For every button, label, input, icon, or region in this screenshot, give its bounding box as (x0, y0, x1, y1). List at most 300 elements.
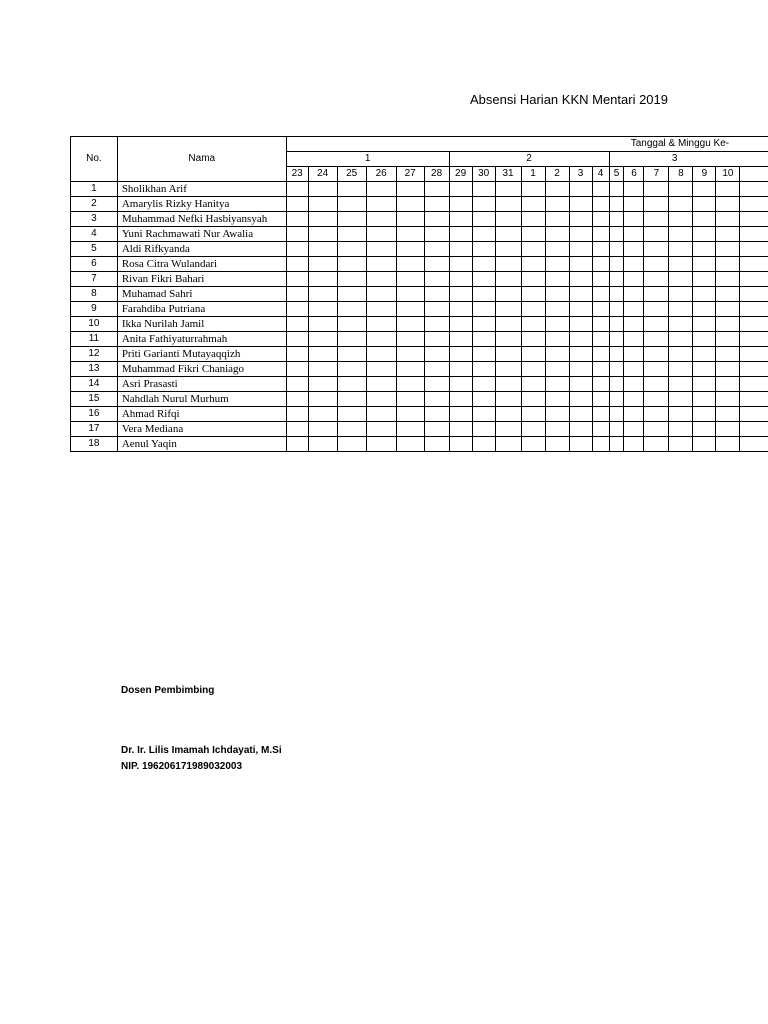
attendance-cell (472, 362, 495, 377)
attendance-cell (592, 257, 609, 272)
attendance-cell (545, 422, 569, 437)
attendance-cell (693, 347, 716, 362)
attendance-cell (396, 422, 424, 437)
attendance-cell (308, 212, 337, 227)
row-number: 9 (71, 302, 118, 317)
attendance-cell (521, 302, 545, 317)
attendance-cell (740, 227, 768, 242)
row-number: 6 (71, 257, 118, 272)
attendance-cell (740, 392, 768, 407)
attendance-cell (609, 182, 624, 197)
attendance-cell (716, 272, 740, 287)
attendance-cell (693, 287, 716, 302)
attendance-cell (716, 257, 740, 272)
attendance-cell (449, 287, 472, 302)
header-tanggal-minggu: Tanggal & Minggu Ke- (286, 137, 768, 152)
day-number: 26 (366, 167, 396, 182)
attendance-cell (644, 212, 669, 227)
attendance-cell (424, 437, 449, 452)
attendance-cell (693, 272, 716, 287)
attendance-cell (624, 422, 644, 437)
attendance-cell (424, 242, 449, 257)
attendance-cell (286, 272, 308, 287)
table-row (71, 332, 768, 347)
table-row (71, 347, 768, 362)
attendance-cell (366, 392, 396, 407)
attendance-cell (740, 377, 768, 392)
attendance-cell (472, 242, 495, 257)
attendance-cell (521, 422, 545, 437)
attendance-cell (366, 407, 396, 422)
attendance-cell (693, 227, 716, 242)
attendance-cell (569, 197, 592, 212)
attendance-cell (396, 407, 424, 422)
attendance-cell (424, 212, 449, 227)
attendance-cell (545, 332, 569, 347)
attendance-cell (424, 182, 449, 197)
attendance-cell (693, 392, 716, 407)
attendance-cell (693, 317, 716, 332)
row-number: 10 (71, 317, 118, 332)
attendance-cell (337, 287, 366, 302)
attendance-cell (495, 377, 521, 392)
document-title: Absensi Harian KKN Mentari 2019 (470, 92, 668, 107)
attendance-cell (308, 257, 337, 272)
attendance-cell (592, 212, 609, 227)
attendance-cell (337, 407, 366, 422)
attendance-cell (609, 272, 624, 287)
attendance-cell (521, 377, 545, 392)
attendance-cell (521, 407, 545, 422)
attendance-cell (337, 392, 366, 407)
attendance-cell (396, 347, 424, 362)
attendance-cell (545, 302, 569, 317)
attendance-cell (569, 212, 592, 227)
attendance-cell (449, 347, 472, 362)
table-row (71, 437, 768, 452)
attendance-cell (366, 272, 396, 287)
table-row (71, 377, 768, 392)
attendance-cell (366, 257, 396, 272)
attendance-cell (449, 392, 472, 407)
attendance-cell (624, 362, 644, 377)
attendance-cell (624, 257, 644, 272)
attendance-cell (396, 377, 424, 392)
table-row (71, 257, 768, 272)
attendance-cell (644, 257, 669, 272)
attendance-cell (716, 332, 740, 347)
member-name: Vera Mediana (117, 422, 286, 437)
member-name: Muhammad Fikri Chaniago (117, 362, 286, 377)
day-number: 2 (545, 167, 569, 182)
attendance-cell (545, 437, 569, 452)
attendance-cell (545, 377, 569, 392)
attendance-cell (545, 362, 569, 377)
attendance-cell (337, 422, 366, 437)
attendance-cell (669, 272, 693, 287)
attendance-cell (592, 317, 609, 332)
attendance-cell (609, 407, 624, 422)
attendance-cell (449, 422, 472, 437)
attendance-cell (545, 392, 569, 407)
signature-name: Dr. Ir. Lilis Imamah Ichdayati, M.Si (121, 745, 282, 756)
attendance-cell (644, 422, 669, 437)
signature-nip: NIP. 196206171989032003 (121, 761, 243, 772)
attendance-cell (624, 332, 644, 347)
attendance-cell (669, 422, 693, 437)
attendance-cell (396, 272, 424, 287)
attendance-cell (609, 347, 624, 362)
attendance-cell (669, 362, 693, 377)
attendance-cell (472, 317, 495, 332)
attendance-cell (366, 377, 396, 392)
attendance-cell (472, 407, 495, 422)
attendance-cell (472, 212, 495, 227)
attendance-cell (495, 332, 521, 347)
attendance-cell (740, 422, 768, 437)
attendance-cell (286, 242, 308, 257)
attendance-cell (521, 287, 545, 302)
attendance-cell (521, 182, 545, 197)
attendance-cell (521, 347, 545, 362)
attendance-cell (308, 197, 337, 212)
attendance-cell (286, 422, 308, 437)
attendance-cell (521, 272, 545, 287)
attendance-cell (308, 242, 337, 257)
attendance-cell (366, 362, 396, 377)
attendance-cell (366, 212, 396, 227)
attendance-cell (521, 257, 545, 272)
attendance-cell (669, 437, 693, 452)
day-number: 6 (624, 167, 644, 182)
day-number: 4 (592, 167, 609, 182)
attendance-cell (495, 422, 521, 437)
day-number: 29 (449, 167, 472, 182)
attendance-cell (669, 242, 693, 257)
attendance-cell (424, 422, 449, 437)
attendance-cell (337, 437, 366, 452)
table-row (71, 242, 768, 257)
day-number: 27 (396, 167, 424, 182)
attendance-cell (308, 437, 337, 452)
attendance-cell (716, 197, 740, 212)
attendance-cell (669, 182, 693, 197)
attendance-cell (366, 227, 396, 242)
attendance-cell (624, 182, 644, 197)
attendance-cell (521, 197, 545, 212)
table-row (71, 407, 768, 422)
attendance-cell (286, 362, 308, 377)
attendance-cell (495, 362, 521, 377)
attendance-cell (396, 287, 424, 302)
attendance-cell (644, 182, 669, 197)
signature-role: Dosen Pembimbing (121, 685, 215, 696)
attendance-cell (609, 242, 624, 257)
attendance-cell (449, 377, 472, 392)
attendance-cell (644, 332, 669, 347)
attendance-cell (609, 377, 624, 392)
attendance-cell (472, 332, 495, 347)
member-name: Anita Fathiyaturrahmah (117, 332, 286, 347)
attendance-cell (592, 197, 609, 212)
member-name: Asri Prasasti (117, 377, 286, 392)
attendance-cell (366, 347, 396, 362)
table-row (71, 422, 768, 437)
attendance-cell (693, 377, 716, 392)
attendance-cell (396, 317, 424, 332)
member-name: Aldi Rifkyanda (117, 242, 286, 257)
attendance-cell (669, 197, 693, 212)
attendance-cell (609, 392, 624, 407)
member-name: Amarylis Rizky Hanitya (117, 197, 286, 212)
attendance-cell (521, 362, 545, 377)
row-number: 18 (71, 437, 118, 452)
attendance-cell (337, 212, 366, 227)
attendance-cell (740, 437, 768, 452)
attendance-cell (545, 242, 569, 257)
attendance-cell (472, 302, 495, 317)
table-row (71, 302, 768, 317)
attendance-cell (716, 317, 740, 332)
attendance-cell (472, 392, 495, 407)
attendance-cell (286, 317, 308, 332)
attendance-cell (569, 392, 592, 407)
attendance-cell (495, 212, 521, 227)
attendance-cell (624, 197, 644, 212)
attendance-cell (693, 182, 716, 197)
day-number: 8 (669, 167, 693, 182)
row-number: 15 (71, 392, 118, 407)
attendance-cell (624, 347, 644, 362)
attendance-cell (624, 227, 644, 242)
header-no: No. (71, 137, 118, 182)
attendance-cell (569, 422, 592, 437)
attendance-cell (337, 257, 366, 272)
attendance-cell (424, 362, 449, 377)
attendance-cell (366, 422, 396, 437)
attendance-cell (693, 197, 716, 212)
attendance-cell (337, 302, 366, 317)
attendance-cell (472, 287, 495, 302)
attendance-cell (308, 182, 337, 197)
attendance-cell (716, 392, 740, 407)
attendance-cell (669, 347, 693, 362)
day-number: 28 (424, 167, 449, 182)
attendance-cell (669, 392, 693, 407)
attendance-cell (495, 392, 521, 407)
attendance-cell (569, 257, 592, 272)
attendance-cell (396, 302, 424, 317)
attendance-cell (337, 362, 366, 377)
attendance-cell (569, 377, 592, 392)
day-number: 9 (693, 167, 716, 182)
attendance-cell (495, 182, 521, 197)
attendance-cell (716, 362, 740, 377)
attendance-cell (624, 407, 644, 422)
day-number: 23 (286, 167, 308, 182)
attendance-cell (308, 332, 337, 347)
attendance-cell (669, 257, 693, 272)
attendance-cell (740, 212, 768, 227)
attendance-cell (569, 242, 592, 257)
attendance-cell (693, 437, 716, 452)
table-row (71, 182, 768, 197)
attendance-cell (495, 287, 521, 302)
attendance-cell (624, 317, 644, 332)
attendance-cell (693, 362, 716, 377)
table-row (71, 272, 768, 287)
attendance-cell (424, 317, 449, 332)
attendance-cell (693, 242, 716, 257)
attendance-cell (609, 257, 624, 272)
row-number: 5 (71, 242, 118, 257)
attendance-table (70, 136, 768, 452)
attendance-cell (569, 362, 592, 377)
day-number: 1 (521, 167, 545, 182)
attendance-cell (545, 182, 569, 197)
member-name: Sholikhan Arif (117, 182, 286, 197)
attendance-cell (449, 197, 472, 212)
attendance-cell (495, 197, 521, 212)
attendance-cell (366, 242, 396, 257)
attendance-cell (592, 272, 609, 287)
attendance-cell (424, 377, 449, 392)
row-number: 8 (71, 287, 118, 302)
attendance-cell (286, 227, 308, 242)
attendance-cell (624, 437, 644, 452)
attendance-cell (592, 182, 609, 197)
attendance-cell (740, 302, 768, 317)
attendance-cell (740, 362, 768, 377)
attendance-cell (545, 407, 569, 422)
attendance-cell (337, 197, 366, 212)
attendance-cell (424, 272, 449, 287)
attendance-cell (396, 257, 424, 272)
attendance-cell (545, 227, 569, 242)
attendance-cell (308, 422, 337, 437)
attendance-cell (286, 182, 308, 197)
attendance-cell (337, 227, 366, 242)
attendance-cell (521, 392, 545, 407)
attendance-cell (495, 407, 521, 422)
member-name: Yuni Rachmawati Nur Awalia (117, 227, 286, 242)
row-number: 1 (71, 182, 118, 197)
attendance-cell (569, 332, 592, 347)
attendance-cell (716, 407, 740, 422)
row-number: 3 (71, 212, 118, 227)
attendance-cell (644, 407, 669, 422)
attendance-cell (472, 422, 495, 437)
attendance-cell (286, 212, 308, 227)
attendance-cell (545, 197, 569, 212)
row-number: 12 (71, 347, 118, 362)
row-number: 13 (71, 362, 118, 377)
attendance-cell (592, 287, 609, 302)
attendance-cell (424, 407, 449, 422)
attendance-cell (740, 332, 768, 347)
attendance-cell (592, 377, 609, 392)
attendance-cell (495, 242, 521, 257)
member-name: Muhamad Sahri (117, 287, 286, 302)
attendance-cell (624, 272, 644, 287)
attendance-cell (624, 212, 644, 227)
attendance-cell (366, 437, 396, 452)
attendance-cell (366, 332, 396, 347)
row-number: 14 (71, 377, 118, 392)
attendance-cell (286, 257, 308, 272)
attendance-cell (396, 332, 424, 347)
attendance-cell (644, 377, 669, 392)
attendance-cell (286, 392, 308, 407)
attendance-cell (286, 302, 308, 317)
attendance-cell (644, 392, 669, 407)
attendance-cell (693, 302, 716, 317)
attendance-cell (396, 227, 424, 242)
day-number: 3 (569, 167, 592, 182)
attendance-cell (424, 392, 449, 407)
attendance-cell (449, 407, 472, 422)
attendance-cell (449, 272, 472, 287)
attendance-cell (716, 437, 740, 452)
attendance-cell (472, 437, 495, 452)
attendance-cell (609, 227, 624, 242)
attendance-cell (740, 197, 768, 212)
attendance-cell (716, 227, 740, 242)
attendance-cell (545, 347, 569, 362)
attendance-cell (337, 272, 366, 287)
table-row (71, 287, 768, 302)
attendance-cell (609, 302, 624, 317)
attendance-cell (569, 317, 592, 332)
attendance-cell (644, 272, 669, 287)
attendance-cell (521, 242, 545, 257)
member-name: Nahdlah Nurul Murhum (117, 392, 286, 407)
attendance-cell (740, 407, 768, 422)
day-number: 24 (308, 167, 337, 182)
member-name: Rivan Fikri Bahari (117, 272, 286, 287)
row-number: 17 (71, 422, 118, 437)
table-row (71, 362, 768, 377)
attendance-cell (569, 287, 592, 302)
attendance-cell (424, 257, 449, 272)
attendance-cell (592, 392, 609, 407)
attendance-cell (545, 317, 569, 332)
attendance-cell (337, 377, 366, 392)
attendance-cell (716, 287, 740, 302)
attendance-cell (286, 287, 308, 302)
attendance-cell (592, 227, 609, 242)
attendance-cell (569, 227, 592, 242)
attendance-cell (424, 287, 449, 302)
attendance-cell (716, 422, 740, 437)
attendance-cell (472, 227, 495, 242)
row-number: 11 (71, 332, 118, 347)
attendance-cell (521, 437, 545, 452)
attendance-cell (693, 332, 716, 347)
attendance-cell (308, 407, 337, 422)
row-number: 7 (71, 272, 118, 287)
attendance-cell (644, 437, 669, 452)
attendance-cell (366, 302, 396, 317)
attendance-cell (609, 422, 624, 437)
attendance-cell (308, 392, 337, 407)
attendance-cell (396, 242, 424, 257)
attendance-cell (308, 317, 337, 332)
attendance-cell (286, 197, 308, 212)
attendance-cell (286, 332, 308, 347)
attendance-cell (424, 302, 449, 317)
attendance-cell (609, 197, 624, 212)
